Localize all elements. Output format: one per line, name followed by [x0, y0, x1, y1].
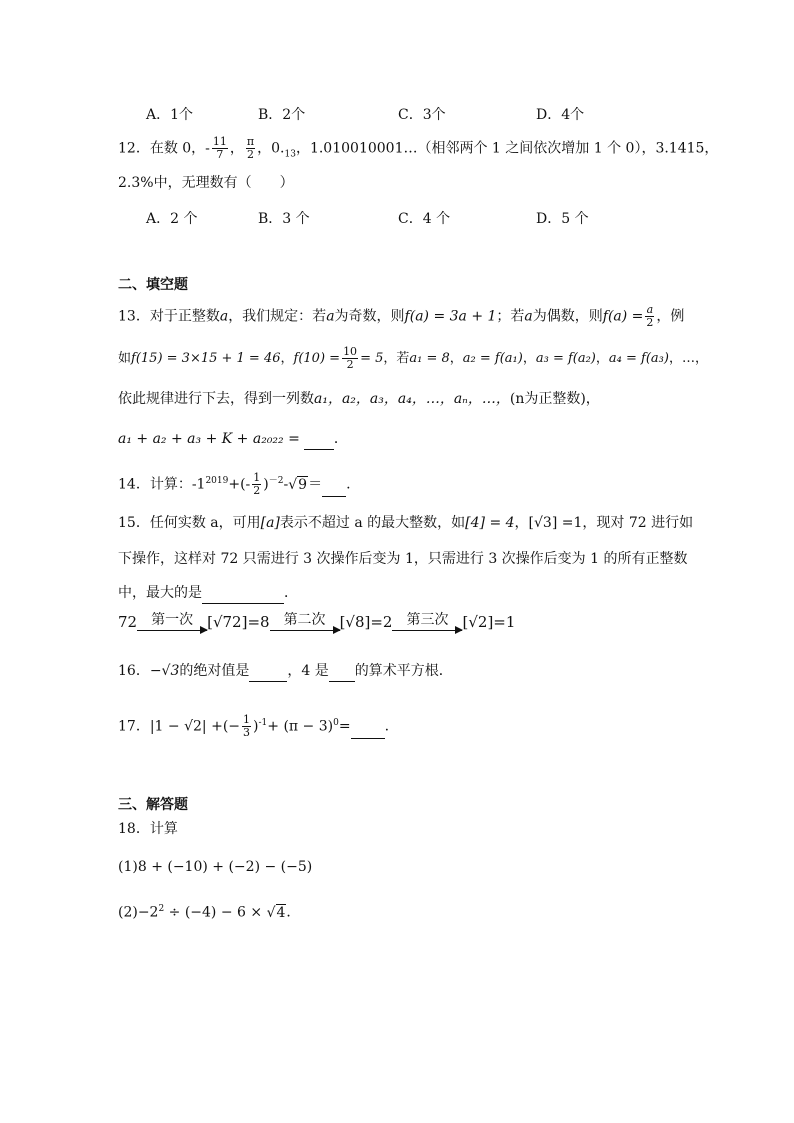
q13-fraction [645, 304, 654, 329]
question-13-line4 [118, 428, 348, 450]
question-14 [118, 470, 351, 497]
q18-text: ÷ (−4) − 6 × [164, 904, 267, 921]
operation-chain [118, 612, 515, 631]
q13-formula: f(15) = 3×15 + 1 = 46 [131, 351, 281, 366]
q12-frac1-num: 11 [212, 135, 227, 148]
question-13-line2 [118, 346, 708, 371]
q17-fraction [242, 714, 251, 739]
op-result: [√8]=2 [339, 613, 393, 631]
q13-fraction-2 [342, 346, 358, 371]
section-heading-solve: 三、解答题 [118, 797, 188, 813]
q13-text: 为偶数，则 [532, 308, 603, 325]
q13-text: ，我们规定：若 [228, 308, 327, 325]
q12-repeating: 0. [271, 140, 285, 157]
q17-frac-num: 1 [243, 713, 251, 727]
q17-frac-den: 3 [243, 726, 251, 740]
q15-text: ． [284, 585, 298, 601]
option-a: A．2 个 [146, 211, 198, 227]
q14-exponent: －2 [268, 476, 284, 486]
q13-formula: a₂ = f(a₁) [462, 351, 523, 366]
sqrt-symbol: √4 [266, 904, 286, 921]
q15-text: [√3] =1，现对 72 进行如 [528, 515, 694, 531]
option-b: B．2个 [258, 107, 306, 123]
q13-text: ， [522, 351, 536, 366]
q13-text: (n为正整数)， [509, 391, 600, 407]
question-13-line1 [118, 304, 684, 329]
q17-text: . [384, 718, 390, 735]
q13-formula: f(a) = [602, 308, 644, 325]
arrow-step-1 [137, 612, 207, 631]
q17-formula: (− [222, 718, 241, 735]
q16-text: ，4 是 [287, 663, 329, 679]
q13-text: ；若 [496, 308, 525, 325]
q13-text: 依此规律进行下去，得到一列数 [118, 391, 314, 407]
answer-blank[interactable] [322, 482, 346, 497]
q13-formula: f(a) = 3a + 1 [404, 308, 497, 325]
q13-text: ，若 [383, 351, 410, 366]
q12-frac2-num: π [246, 135, 255, 148]
option-c: C．4 个 [398, 211, 451, 227]
q18-radicand: 4 [276, 904, 286, 921]
q12-frac2-den: 2 [247, 148, 255, 161]
q13-frac2-num: 10 [343, 345, 358, 358]
q17-formula: |1 − √2| + [149, 718, 223, 735]
q12-repeating-digits: 13 [284, 149, 296, 160]
q16-text: 的绝对值是 [179, 663, 250, 679]
q13-text: ， [280, 351, 294, 366]
option-b: B．3 个 [258, 211, 310, 227]
q13-text: ， [449, 351, 463, 366]
q16-formula: −√3 [149, 663, 180, 679]
q13-text: ， [595, 351, 609, 366]
q13-text: 为奇数，则 [334, 308, 405, 325]
answer-blank[interactable] [329, 667, 355, 682]
answer-blank[interactable] [249, 667, 287, 682]
option-d: D．5 个 [536, 211, 589, 227]
answer-blank[interactable] [304, 435, 334, 450]
q14-radicand: 9 [298, 476, 308, 493]
question-18-part2 [118, 898, 300, 924]
question-12-line2: 2.3%中，无理数有（ ） [118, 175, 294, 191]
q13-frac-num: a [646, 303, 654, 316]
question-16 [118, 660, 453, 682]
q13-frac-den: 2 [646, 316, 654, 329]
question-17 [118, 712, 389, 739]
q13-a: a [326, 308, 335, 325]
q13-text: ，…， [668, 351, 708, 366]
q17-exponent: 0 [333, 718, 339, 728]
q17-formula: ) [253, 718, 259, 735]
sqrt-symbol: √9 [288, 476, 308, 493]
q14-text: . [346, 476, 351, 493]
q13-formula: a₁ = 8 [409, 351, 450, 366]
q13-a: a [219, 308, 229, 325]
q13-formula: = 5 [360, 351, 384, 366]
q15-formula: [a] [260, 515, 280, 531]
option-c: C．3个 [398, 107, 446, 123]
op-result: [√72]=8 [207, 613, 270, 631]
q18-text: ． [286, 904, 301, 921]
q16-text: 16． [118, 663, 150, 679]
q13-sequence: a₁，a₂，a₃，a₄，…，aₙ，…， [314, 391, 510, 407]
q12-frac1-den: 7 [216, 148, 224, 161]
q13-a: a [524, 308, 533, 325]
question-12-line1: 12．在数 0，- $\frac{11}{7}$ ， $\frac{\pi}{2}$ ，$0._{13}$，1.010010001…（相邻两个 1 之间依次增加 1 个 0），3.1415， [118, 135, 719, 161]
q17-formula: = [338, 718, 351, 735]
q14-frac-den: 2 [253, 484, 261, 498]
q14-text: ＝ [308, 476, 323, 493]
q12-sign: - [205, 140, 210, 157]
q15-text: 15．任何实数 a，可用 [118, 515, 261, 531]
q13-text: 如 [118, 351, 132, 366]
q15-formula: [4] = 4 [465, 515, 515, 531]
question-18-title: 18．计算 [118, 821, 178, 837]
q12-prefix: 12．在数 0， [118, 140, 206, 157]
question-15-line1 [118, 512, 693, 534]
arrow-label: 第三次 [406, 612, 449, 628]
q14-exponent: 2019 [205, 476, 229, 486]
q13-formula: f(10) = [293, 351, 341, 366]
arrow-label: 第一次 [151, 612, 194, 628]
q16-text: 的算术平方根． [354, 663, 453, 679]
q13-text: ． [333, 431, 348, 447]
arrow-label: 第二次 [283, 612, 326, 628]
answer-blank[interactable] [351, 724, 385, 739]
q14-text: ) [263, 476, 269, 493]
q14-text: 14．计算：-1 [118, 476, 206, 493]
answer-blank[interactable] [202, 589, 284, 604]
op-start: 72 [118, 613, 138, 631]
q13-text: ，例 [656, 308, 685, 325]
q13-sum: a₁ + a₂ + a₃ + K + a₂₀₂₂ = [118, 431, 300, 447]
q12-middle: ，1.010010001…（相邻两个 1 之间依次增加 1 个 0），3.1415， [295, 140, 719, 157]
q13-frac2-den: 2 [346, 358, 354, 371]
q14-frac-num: 1 [253, 471, 261, 485]
q13-formula: a₃ = f(a₂) [535, 351, 596, 366]
question-18-part1: (1)8 + (−10) + (−2) − (−5) [118, 859, 313, 875]
q15-text: ， [514, 515, 529, 531]
q18-exponent: 2 [158, 904, 165, 914]
q12-fraction-1 [212, 136, 228, 161]
question-15-line2: 下操作，这样对 72 只需进行 3 次操作后变为 1，只需进行 3 次操作后变为 1 的所有正整数 [118, 551, 688, 567]
arrow-step-2 [270, 612, 340, 631]
q17-text: 17． [118, 718, 150, 735]
q18-text: (2)−2 [118, 904, 159, 921]
question-15-line3 [118, 582, 298, 604]
q14-text: +(- [228, 476, 251, 493]
q17-formula: + (π − 3) [267, 718, 334, 735]
q15-text: 表示不超过 a 的最大整数，如 [279, 515, 466, 531]
section-heading-fill-blank: 二、填空题 [118, 277, 188, 293]
option-a: A．1个 [146, 107, 194, 123]
q13-formula: a₄ = f(a₃) [608, 351, 669, 366]
question-13-line3 [118, 388, 600, 410]
q15-text: 中，最大的是 [118, 585, 202, 601]
q17-exponent: -1 [258, 718, 268, 728]
q12-fraction-2 [246, 136, 255, 161]
q14-fraction [252, 472, 261, 497]
arrow-step-3 [392, 612, 462, 631]
q14-text: - [283, 476, 289, 493]
option-d: D．4个 [536, 107, 585, 123]
op-result: [√2]=1 [462, 613, 516, 631]
q13-text: 13．对于正整数 [118, 308, 220, 325]
